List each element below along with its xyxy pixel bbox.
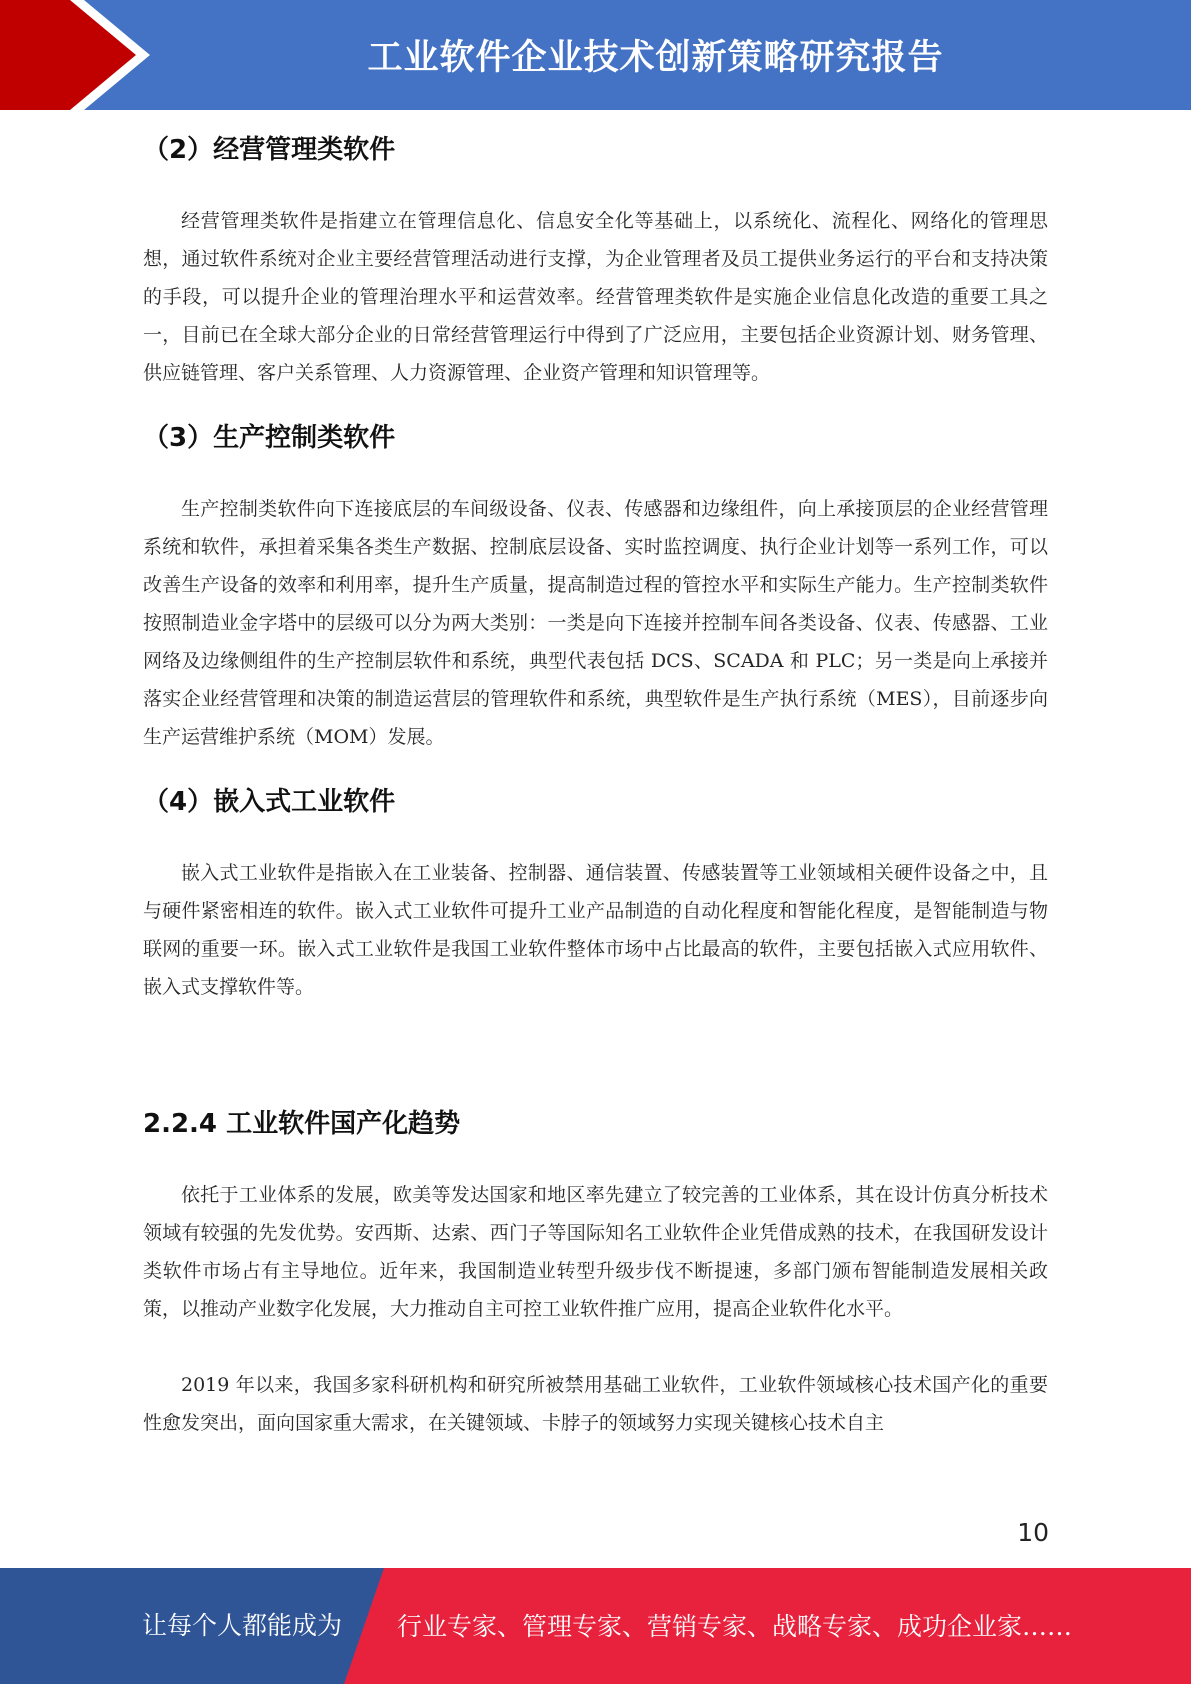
section-heading-4: （4）嵌入式工业软件 (143, 787, 396, 817)
section-heading-3: （3）生产控制类软件 (143, 423, 396, 453)
page-footer (0, 1568, 1191, 1684)
header-title: 工业软件企业技术创新策略研究报告 (367, 38, 944, 78)
section-paragraph-2: 经营管理类软件是指建立在管理信息化、信息安全化等基础上，以系统化、流程化、网络化的管理思想，通过软件系统对企业主要经营管理活动进行支撑，为企业管理者及员工提供业务运行的平台和支持决策的手段，可以提升企业的管理治理水平和运营效率。经营管理类软件是实施企业信息化改造的重要工具之一，目前已在全球大部分企业的日常经营管理运行中得到了广泛应用，主要包括企业资源计划、财务管理、供应链管理、客户关系管理、人力资源管理、企业资产管理和知识管理等。 (143, 210, 1048, 384)
footer-slogan-right: 行业专家、管理专家、营销专家、战略专家、成功企业家…… (397, 1612, 1073, 1641)
footer-slogan-left: 让每个人都能成为 (142, 1611, 343, 1640)
section-paragraph-3: 生产控制类软件向下连接底层的车间级设备、仪表、传感器和边缘组件，向上承接顶层的企业经营管理系统和软件，承担着采集各类生产数据、控制底层设备、实时监控调度、执行企业计划等一系列工作，可以改善生产设备的效率和利用率，提升生产质量，提高制造过程的管控水平和实际生产能力。生产控制类软件按照制造业金字塔中的层级可以分为两大类别：一类是向下连接并控制车间各类设备、仪表、传感器、工业网络及边缘侧组件的生产控制层软件和系统，典型代表包括 DCS、SCADA 和 PLC；另一类是向上承接并落实企业经营管理和决策的制造运营层的管理软件和系统，典型软件是生产执行系统（MES），目前逐步向生产运营维护系统（MOM）发展。 (143, 498, 1048, 748)
page-header (0, 0, 1191, 110)
subsection-heading-224: 2.2.4 工业软件国产化趋势 (143, 1109, 461, 1139)
subsection-paragraph-2: 2019 年以来，我国多家科研机构和研究所被禁用基础工业软件，工业软件领域核心技术国产化的重要性愈发突出，面向国家重大需求，在关键领域、卡脖子的领域努力实现关键核心技术自主 (143, 1374, 1048, 1434)
section-heading-2: （2）经营管理类软件 (143, 135, 396, 165)
section-paragraph-4: 嵌入式工业软件是指嵌入在工业装备、控制器、通信装置、传感装置等工业领域相关硬件设备之中，且与硬件紧密相连的软件。嵌入式工业软件可提升工业产品制造的自动化程度和智能化程度，是智能制造与物联网的重要一环。嵌入式工业软件是我国工业软件整体市场中占比最高的软件，主要包括嵌入式应用软件、嵌入式支撑软件等。 (143, 862, 1048, 998)
subsection-paragraph-1: 依托于工业体系的发展，欧美等发达国家和地区率先建立了较完善的工业体系，其在设计仿真分析技术领域有较强的先发优势。安西斯、达索、西门子等国际知名工业软件企业凭借成熟的技术，在我国研发设计类软件市场占有主导地位。近年来，我国制造业转型升级步伐不断提速，多部门颁布智能制造发展相关政策，以推动产业数字化发展，大力推动自主可控工业软件推广应用，提高企业软件化水平。 (143, 1184, 1048, 1320)
page-content (143, 128, 1048, 1442)
page-number: 10 (1017, 1518, 1049, 1547)
